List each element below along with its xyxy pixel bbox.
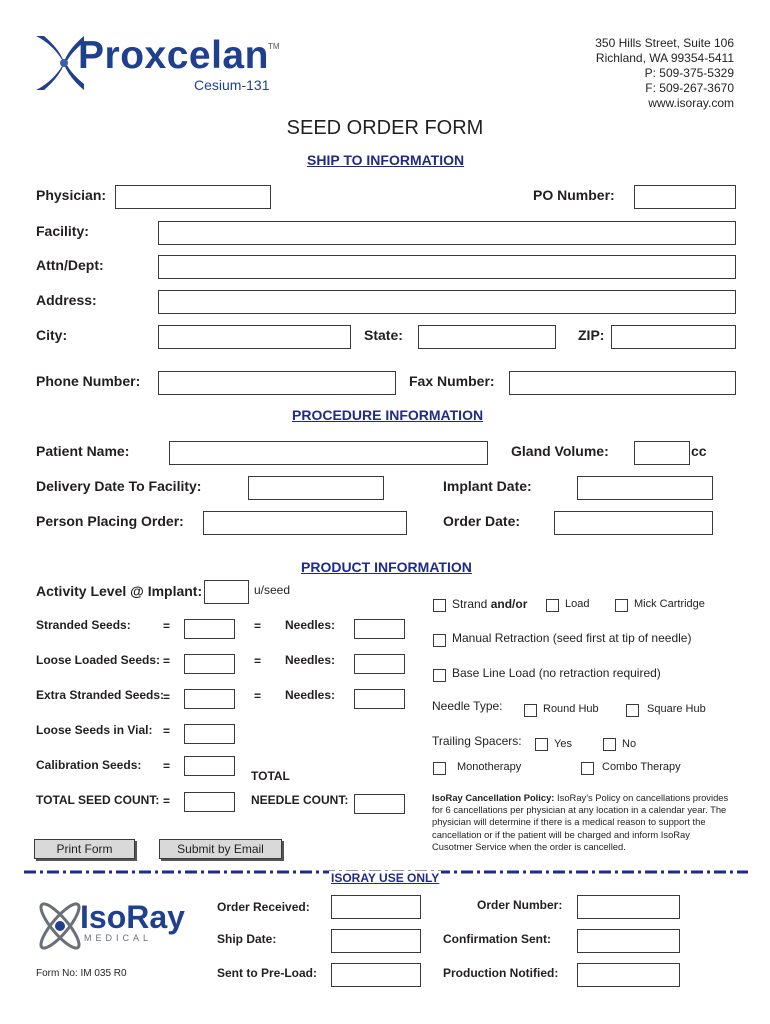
confirmation-sent-field[interactable] [577, 929, 680, 953]
form-title: SEED ORDER FORM [286, 117, 484, 139]
isoray-logo [38, 895, 198, 957]
product-heading: PRODUCT INFORMATION [301, 559, 472, 575]
person-placing-field[interactable] [203, 511, 407, 535]
sent-to-preload-label: Sent to Pre-Load: [217, 966, 318, 980]
sent-to-preload-field[interactable] [331, 963, 421, 987]
cc-unit-label: cc [691, 443, 707, 459]
load-label: Load [565, 598, 590, 610]
combo-therapy-label: Combo Therapy [602, 761, 681, 773]
equals-sign: = [163, 759, 171, 773]
isoray-wordmark: IsoRay [80, 899, 185, 935]
base-line-load-checkbox[interactable] [433, 669, 446, 682]
combo-therapy-checkbox[interactable] [581, 762, 594, 775]
equals-sign: = [163, 690, 171, 704]
mick-cartridge-label: Mick Cartridge [634, 598, 705, 610]
loose-vial-field[interactable] [184, 724, 235, 744]
square-hub-label: Square Hub [647, 703, 706, 715]
order-date-label: Order Date: [443, 513, 521, 529]
procedure-heading: PROCEDURE INFORMATION [292, 407, 484, 423]
calibration-field[interactable] [184, 756, 235, 776]
gland-volume-field[interactable] [634, 441, 690, 465]
order-number-field[interactable] [577, 895, 680, 919]
equals-sign: = [254, 654, 262, 668]
city-label: City: [36, 327, 68, 343]
total-label: TOTAL [251, 769, 290, 783]
order-received-label: Order Received: [217, 900, 310, 914]
isoray-use-heading: ISORAY USE ONLY [331, 871, 440, 885]
total-seed-count-label: TOTAL SEED COUNT: [36, 793, 160, 807]
equals-sign: = [163, 724, 171, 738]
ship-date-label: Ship Date: [217, 932, 277, 946]
state-field[interactable] [418, 325, 556, 349]
activity-level-field[interactable] [204, 580, 249, 604]
needle-count-label: NEEDLE COUNT: [251, 793, 349, 807]
proxcelan-logo [34, 34, 284, 94]
strand-option [452, 597, 527, 611]
delivery-date-label: Delivery Date To Facility: [36, 478, 202, 494]
website-line: www.isoray.com [648, 96, 734, 110]
extra-stranded-label: Extra Stranded Seeds: [36, 688, 165, 702]
stranded-seeds-label: Stranded Seeds: [36, 618, 131, 632]
spacers-yes-label: Yes [554, 738, 572, 750]
address-field[interactable] [158, 290, 736, 314]
order-received-field[interactable] [331, 895, 421, 919]
physician-label: Physician: [36, 187, 107, 203]
needles-label: Needles: [285, 653, 336, 667]
monotherapy-label: Monotherapy [457, 761, 522, 773]
spacers-yes-checkbox[interactable] [535, 738, 548, 751]
needle-type-label: Needle Type: [432, 699, 503, 713]
manual-retraction-label: Manual Retraction (seed first at tip of needle) [452, 631, 692, 645]
address-label: Address: [36, 292, 97, 308]
submit-by-email-button[interactable]: Submit by Email [159, 839, 282, 859]
calibration-label: Calibration Seeds: [36, 758, 142, 772]
facility-label: Facility: [36, 223, 89, 239]
phone-field[interactable] [158, 371, 396, 395]
implant-date-field[interactable] [577, 476, 713, 500]
extra-stranded-field[interactable] [184, 689, 235, 709]
extra-stranded-needles-field[interactable] [354, 689, 405, 709]
and-or-text: and/or [490, 597, 528, 611]
loose-loaded-needles-field[interactable] [354, 654, 405, 674]
zip-label: ZIP: [578, 327, 605, 343]
city-field[interactable] [158, 325, 351, 349]
attn-dept-label: Attn/Dept: [36, 257, 104, 273]
implant-date-label: Implant Date: [443, 478, 532, 494]
needle-count-field[interactable] [354, 794, 405, 814]
order-number-label: Order Number: [477, 898, 563, 912]
round-hub-checkbox[interactable] [524, 704, 537, 717]
form-number: Form No: IM 035 R0 [36, 968, 127, 979]
needles-label: Needles: [285, 688, 336, 702]
company-address [595, 36, 734, 111]
monotherapy-checkbox[interactable] [433, 762, 446, 775]
trademark-mark: TM [268, 42, 280, 51]
round-hub-label: Round Hub [543, 703, 599, 715]
equals-sign: = [254, 619, 262, 633]
stranded-needles-field[interactable] [354, 619, 405, 639]
confirmation-sent-label: Confirmation Sent: [443, 932, 551, 946]
square-hub-checkbox[interactable] [626, 704, 639, 717]
ship-date-field[interactable] [331, 929, 421, 953]
fax-field[interactable] [509, 371, 736, 395]
fax-line: F: 509-267-3670 [645, 81, 734, 95]
physician-field[interactable] [115, 185, 271, 209]
po-number-field[interactable] [634, 185, 736, 209]
gland-volume-label: Gland Volume: [511, 443, 609, 459]
needles-label: Needles: [285, 618, 336, 632]
base-line-load-label: Base Line Load (no retraction required) [452, 666, 661, 680]
u-seed-unit: u/seed [254, 583, 291, 597]
person-placing-label: Person Placing Order: [36, 513, 184, 529]
cancellation-policy [432, 792, 732, 853]
equals-sign: = [163, 794, 171, 808]
ship-to-heading: SHIP TO INFORMATION [307, 152, 465, 168]
isoray-medical-subtitle: MEDICAL [84, 933, 153, 943]
stranded-seeds-field[interactable] [184, 619, 235, 639]
total-seed-count-field[interactable] [184, 792, 235, 812]
spacers-no-label: No [622, 738, 637, 750]
production-notified-field[interactable] [577, 963, 680, 987]
strand-checkbox[interactable] [433, 599, 446, 612]
address-line: 350 Hills Street, Suite 106 [595, 36, 734, 50]
print-form-button[interactable]: Print Form [34, 839, 135, 859]
mick-cartridge-checkbox[interactable] [615, 599, 628, 612]
delivery-date-field[interactable] [248, 476, 384, 500]
address-line: Richland, WA 99354-5411 [595, 51, 734, 65]
isoray-atom-icon [38, 895, 82, 957]
po-number-label: PO Number: [533, 187, 615, 203]
order-date-field[interactable] [554, 511, 713, 535]
patient-name-field[interactable] [169, 441, 488, 465]
equals-sign: = [254, 689, 262, 703]
patient-name-label: Patient Name: [36, 443, 130, 459]
strand-text: Strand [452, 597, 491, 611]
spacers-no-checkbox[interactable] [603, 738, 616, 751]
policy-title: IsoRay Cancellation Policy: [432, 792, 555, 803]
brand-name: Proxcelan [78, 34, 269, 77]
loose-vial-label: Loose Seeds in Vial: [36, 723, 153, 737]
phone-line: P: 509-375-5329 [644, 66, 734, 80]
production-notified-label: Production Notified: [443, 966, 559, 980]
fax-label: Fax Number: [409, 373, 495, 389]
facility-field[interactable] [158, 221, 736, 245]
loose-loaded-label: Loose Loaded Seeds: [36, 653, 161, 667]
manual-retraction-checkbox[interactable] [433, 634, 446, 647]
equals-sign: = [163, 619, 171, 633]
load-checkbox[interactable] [546, 599, 559, 612]
state-label: State: [364, 327, 403, 343]
equals-sign: = [163, 654, 171, 668]
trailing-spacers-label: Trailing Spacers: [432, 734, 522, 748]
phone-label: Phone Number: [36, 373, 141, 389]
loose-loaded-field[interactable] [184, 654, 235, 674]
policy-text: IsoRay's Policy on cancellations provides for 6 cancellations per physician at any location in a calendar year. The physician will determine if there is a medical reason to support the cancellation or if the patient will be charged and inform IsoRay Cusotmer Service when the order is cancelled. [432, 792, 729, 852]
attn-dept-field[interactable] [158, 255, 736, 279]
zip-field[interactable] [611, 325, 736, 349]
activity-level-label: Activity Level @ Implant: [36, 583, 203, 599]
product-name: Cesium-131 [194, 77, 270, 93]
